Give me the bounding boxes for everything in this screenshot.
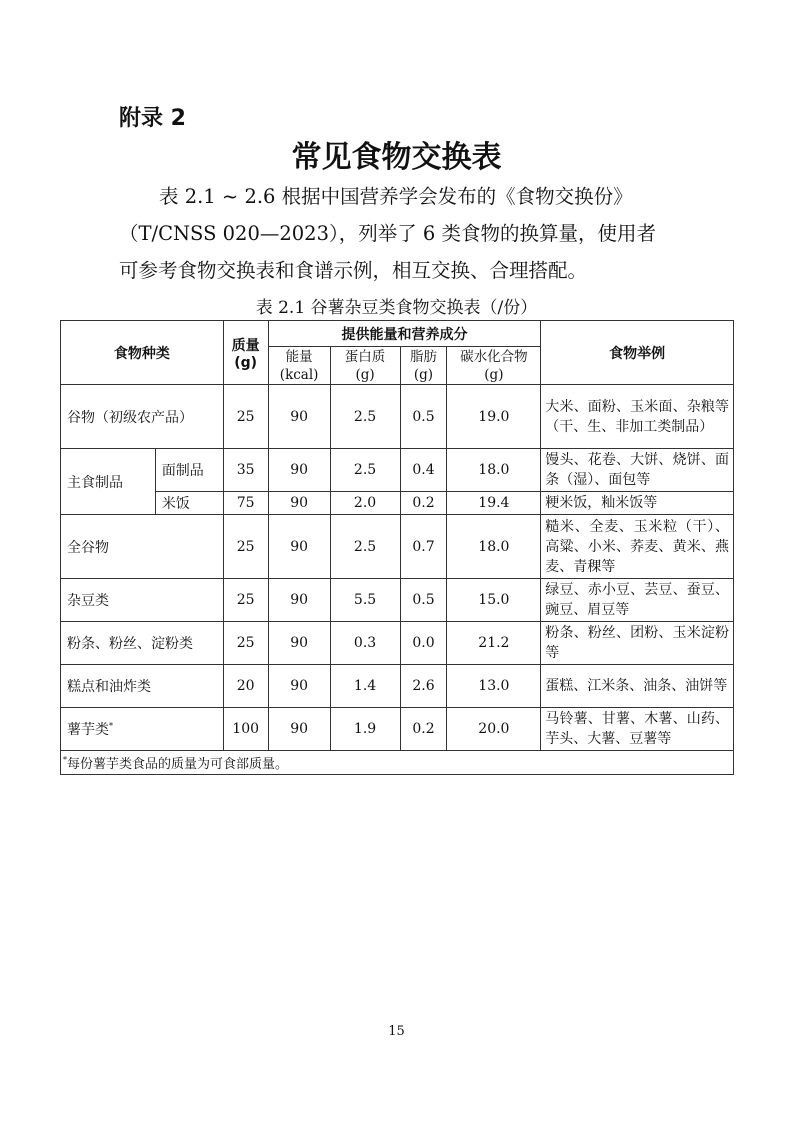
- footnote-marker: *: [63, 755, 67, 765]
- footnote-text: 每份薯芋类食品的质量为可食部质量。: [67, 757, 289, 772]
- appendix-label: 附录 2: [119, 106, 186, 131]
- table-footnote-row: [61, 751, 734, 775]
- row-carb: 19.4: [447, 492, 541, 515]
- row-carb: 21.2: [447, 622, 541, 665]
- row-fat: 0.7: [400, 515, 447, 579]
- row-fat: 0.5: [400, 385, 447, 449]
- row-energy: 90: [268, 708, 330, 751]
- header-energy-label: 能量: [285, 348, 313, 365]
- page-number: 15: [388, 1024, 405, 1039]
- row-energy: 90: [268, 579, 330, 622]
- intro-line: （T/CNSS 020—2023），列举了 6 类食物的换算量，使用者: [119, 222, 657, 245]
- row-mass: 25: [223, 579, 268, 622]
- table-row: [61, 708, 734, 751]
- row-energy: 90: [268, 492, 330, 515]
- header-protein-label: 蛋白质: [344, 348, 386, 365]
- row-category: 谷物（初级农产品）: [61, 385, 224, 449]
- row-category: 糕点和油炸类: [61, 665, 224, 708]
- row-examples: 馒头、花卷、大饼、烧饼、面条（湿）、面包等: [541, 449, 734, 492]
- header-category: 食物种类: [61, 321, 224, 385]
- food-exchange-table: [60, 320, 734, 775]
- row-examples: 糙米、全麦、玉米粒（干）、高粱、小米、荞麦、黄米、燕麦、青稞等: [541, 515, 734, 579]
- table-row: [61, 579, 734, 622]
- row-carb: 19.0: [447, 385, 541, 449]
- row-protein: 0.3: [330, 622, 400, 665]
- row-carb: 18.0: [447, 515, 541, 579]
- row-examples: 粉条、粉丝、团粉、玉米淀粉等: [541, 622, 734, 665]
- row-examples: 大米、面粉、玉米面、杂粮等（干、生、非加工类制品）: [541, 385, 734, 449]
- row-protein: 2.5: [330, 515, 400, 579]
- row-category: 粉条、粉丝、淀粉类: [61, 622, 224, 665]
- header-mass-unit: (g): [234, 354, 258, 371]
- row-energy: 90: [268, 622, 330, 665]
- header-protein-unit: (g): [355, 366, 375, 383]
- header-carb-unit: (g): [484, 366, 504, 383]
- header-protein: [330, 347, 400, 385]
- row-protein: 1.9: [330, 708, 400, 751]
- row-fat: 2.6: [400, 665, 447, 708]
- table-row: [61, 385, 734, 449]
- row-mass: 35: [223, 449, 268, 492]
- row-mass: 100: [223, 708, 268, 751]
- row-mass: 25: [223, 515, 268, 579]
- intro-line: 可参考食物交换表和食谱示例，相互交换、合理搭配。: [119, 259, 588, 282]
- row-category: 全谷物: [61, 515, 224, 579]
- row-energy: 90: [268, 515, 330, 579]
- intro-line: 表 2.1 ~ 2.6 根据中国营养学会发布的《食物交换份》: [159, 185, 633, 208]
- row-carb: 13.0: [447, 665, 541, 708]
- row-protein: 1.4: [330, 665, 400, 708]
- header-carb: [447, 347, 541, 385]
- row-examples: 蛋糕、江米条、油条、油饼等: [541, 665, 734, 708]
- table-row: [61, 515, 734, 579]
- header-fat-unit: (g): [413, 366, 434, 383]
- table-caption: 表 2.1 谷薯杂豆类食物交换表（/份）: [255, 298, 538, 318]
- row-energy: 90: [268, 385, 330, 449]
- row-examples: 绿豆、赤小豆、芸豆、蚕豆、豌豆、眉豆等: [541, 579, 734, 622]
- row-mass: 75: [223, 492, 268, 515]
- row-fat: 0.0: [400, 622, 447, 665]
- row-category: [61, 708, 224, 751]
- row-protein: 2.5: [330, 449, 400, 492]
- row-group: 主食制品: [61, 449, 156, 515]
- row-carb: 18.0: [447, 449, 541, 492]
- header-mass: [223, 321, 268, 385]
- row-category: 面制品: [155, 449, 223, 492]
- header-carb-label: 碳水化合物: [460, 348, 528, 365]
- row-category-label: 薯芋类: [67, 722, 109, 738]
- header-fat-label: 脂肪: [409, 348, 437, 365]
- table-row: [61, 492, 734, 515]
- row-protein: 2.5: [330, 385, 400, 449]
- header-mass-label: 质量: [231, 337, 260, 354]
- header-energy: [268, 347, 330, 385]
- page-title: 常见食物交换表: [291, 140, 502, 175]
- row-carb: 20.0: [447, 708, 541, 751]
- row-fat: 0.2: [400, 708, 447, 751]
- table-row: [61, 449, 734, 492]
- row-examples: 马铃薯、甘薯、木薯、山药、芋头、大薯、豆薯等: [541, 708, 734, 751]
- row-fat: 0.4: [400, 449, 447, 492]
- row-energy: 90: [268, 665, 330, 708]
- row-energy: 90: [268, 449, 330, 492]
- table-row: [61, 665, 734, 708]
- row-carb: 15.0: [447, 579, 541, 622]
- header-fat: [400, 347, 447, 385]
- row-fat: 0.2: [400, 492, 447, 515]
- table-footnote: [61, 751, 734, 775]
- intro-paragraph: [119, 178, 689, 289]
- row-mass: 20: [223, 665, 268, 708]
- table-row: [61, 622, 734, 665]
- row-fat: 0.5: [400, 579, 447, 622]
- row-protein: 5.5: [330, 579, 400, 622]
- header-nutrients: 提供能量和营养成分: [268, 321, 541, 347]
- row-mass: 25: [223, 622, 268, 665]
- header-examples: 食物举例: [541, 321, 734, 385]
- row-examples: 粳米饭，籼米饭等: [541, 492, 734, 515]
- header-energy-unit: (kcal): [279, 366, 319, 383]
- footnote-marker: *: [109, 721, 113, 731]
- row-mass: 25: [223, 385, 268, 449]
- row-category: 杂豆类: [61, 579, 224, 622]
- row-protein: 2.0: [330, 492, 400, 515]
- row-category: 米饭: [155, 492, 223, 515]
